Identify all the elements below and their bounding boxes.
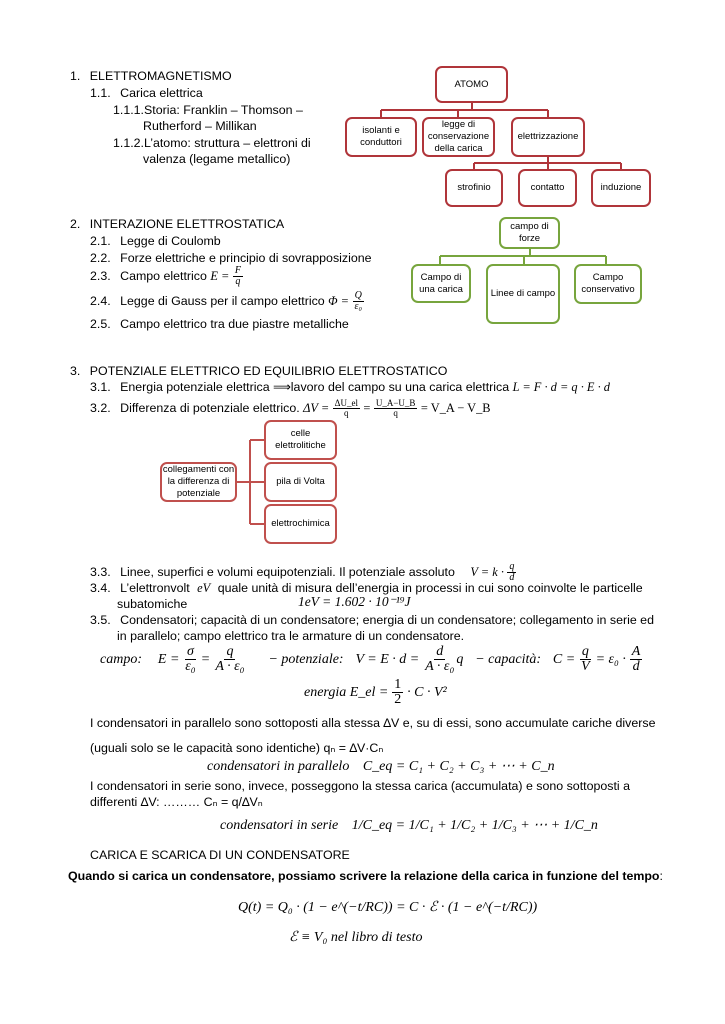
outline-3-3 xyxy=(90,562,516,583)
potential-root-node: collegamenti con la differenza di potenziale xyxy=(160,462,237,502)
denominator: ε₀ xyxy=(185,659,196,674)
outline-2-2 xyxy=(90,251,372,266)
section-heading-charge: CARICA E SCARICA DI UN CONDENSATORE xyxy=(90,848,350,862)
denominator: q xyxy=(393,408,398,418)
outline-title: Linee, superfici e volumi equipotenziali. Il potenziale assoluto xyxy=(120,564,455,579)
numerator: q xyxy=(509,561,515,572)
outline-2 xyxy=(70,217,284,232)
paragraph-bold-intro xyxy=(68,869,663,884)
outline-2-4 xyxy=(90,291,364,312)
potential-node-pila: pila di Volta xyxy=(264,462,337,502)
formula-fraction xyxy=(333,399,360,418)
denominator: 2 xyxy=(394,692,402,707)
formula-fraction xyxy=(233,266,243,287)
outline-title: Campo elettrico xyxy=(120,268,207,283)
formula-gauss: Φ = xyxy=(328,293,350,308)
numerator: q xyxy=(226,644,234,659)
denominator: d xyxy=(632,659,640,674)
numerator: U_A−U_B xyxy=(375,398,416,408)
outline-title: Storia: Franklin – Thomson – xyxy=(144,103,303,117)
outline-title: Carica elettrica xyxy=(120,86,203,100)
outline-title: L’atomo: struttura – elettroni di xyxy=(144,136,311,150)
atom-node-isolanti: isolanti e conduttori xyxy=(345,117,417,157)
formula-fraction xyxy=(392,678,403,707)
paragraph-series: I condensatori in serie sono, invece, posseggono la stessa carica (accumulata) e sono sottoposti a xyxy=(90,779,630,793)
denominator: q xyxy=(235,276,241,287)
formula-fraction xyxy=(353,291,364,312)
paragraph-parallel-cont: (uguali solo se le capacità sono identiche) qₙ = ∆V·Cₙ xyxy=(90,741,384,755)
outline-num: 2.1. xyxy=(90,234,111,248)
formula-fraction xyxy=(423,645,456,674)
denominator: ε₀ xyxy=(354,301,362,312)
formula-text: · C · V² xyxy=(407,685,447,701)
formula-dv: ΔV = xyxy=(303,400,330,415)
formula-fraction xyxy=(630,645,643,674)
colon: : xyxy=(659,869,663,883)
label-potenziale: − potenziale: xyxy=(268,652,344,668)
outline-title: Differenza di potenziale elettrico. xyxy=(120,400,300,415)
outline-title: Legge di Coulomb xyxy=(120,234,221,248)
formula-text: = ε₀ · xyxy=(595,652,626,668)
label-capacita: − capacità: xyxy=(475,652,542,668)
outline-num: 3.1. xyxy=(90,380,111,394)
paragraph-series-cont: differenti ∆V: ……… Cₙ = q/∆Vₙ xyxy=(90,795,263,809)
formula-text: 1/C_eq = 1/C₁ + 1/C₂ + 1/C₃ + ⋯ + 1/C_n xyxy=(351,818,598,833)
formula-fraction xyxy=(374,399,418,418)
formula-dv-tail: = V_A − V_B xyxy=(420,400,491,415)
outline-3-1 xyxy=(90,380,610,395)
atom-node-legge: legge di conservazione della carica xyxy=(422,117,495,157)
outline-num: 1.1.2. xyxy=(113,136,145,150)
formula-text: V = E · d = xyxy=(355,652,420,668)
formula-text: C_eq = C₁ + C₂ + C₃ + ⋯ + C_n xyxy=(362,759,555,774)
denominator: A · ε₀ xyxy=(425,659,455,674)
field-node-campo-carica: Campo di una carica xyxy=(411,264,471,303)
numerator: σ xyxy=(187,644,194,659)
formula-energy-row xyxy=(304,678,447,707)
paragraph-parallel: I condensatori in parallelo sono sottoposti alla stessa ∆V e, su di essi, sono accumulate cariche diverse xyxy=(90,716,656,730)
outline-num: 2.3. xyxy=(90,268,111,283)
field-node-linee: Linee di campo xyxy=(486,264,560,324)
formula-text: q xyxy=(456,652,464,668)
outline-num: 3.2. xyxy=(90,400,111,415)
formula-ev: eV xyxy=(197,581,211,595)
outline-num: 2.4. xyxy=(90,293,111,308)
atom-node-contatto: contatto xyxy=(518,169,577,207)
numerator: F xyxy=(234,265,241,276)
outline-title: ELETTROMAGNETISMO xyxy=(89,69,232,83)
denominator: d xyxy=(509,572,515,583)
outline-2-3 xyxy=(90,266,243,287)
formula-charge: Q(t) = Q₀ · (1 − e^(−t/RC)) = C · ℰ · (1 − e^(−t/RC)) xyxy=(238,900,538,915)
outline-2-5 xyxy=(90,317,349,332)
potential-node-celle: celle elettrolitiche xyxy=(264,420,337,460)
outline-num: 1.1. xyxy=(90,86,111,100)
outline-num: 2. xyxy=(70,217,81,231)
label-campo: campo: xyxy=(100,652,142,668)
outline-num: 3.4. xyxy=(90,581,111,595)
bold-text: Quando si carica un condensatore, possiamo scrivere la relazione della carica in funzione del tempo xyxy=(68,869,660,883)
outline-num: 3. xyxy=(70,364,81,378)
atom-root-node: ATOMO xyxy=(435,66,508,103)
outline-title: Energia potenziale elettrica ⟹lavoro del campo su una carica elettrica xyxy=(120,380,510,394)
formula-text: C = xyxy=(552,652,576,668)
formula-fraction xyxy=(183,645,197,674)
denominator: q xyxy=(344,408,349,418)
outline-3 xyxy=(70,364,447,379)
outline-num: 1. xyxy=(70,69,81,83)
field-node-conservativo: Campo conservativo xyxy=(574,264,642,304)
outline-title: Forze elettriche e principio di sovrapposizione xyxy=(120,251,372,265)
formula-series xyxy=(220,818,598,835)
formula-fraction xyxy=(213,645,246,674)
numerator: Q xyxy=(354,290,362,301)
equals-sign: = xyxy=(363,400,371,415)
formula-title: condensatori in parallelo xyxy=(207,759,350,774)
outline-num: 2.5. xyxy=(90,317,111,331)
numerator: A xyxy=(631,644,641,659)
formula-title: condensatori in serie xyxy=(220,818,339,833)
outline-num: 3.3. xyxy=(90,564,111,579)
formula-capacitor-row xyxy=(100,645,642,674)
outline-num: 1.1.1. xyxy=(113,103,145,117)
numerator: d xyxy=(436,644,444,659)
formula-parallel xyxy=(207,759,555,776)
formula-emf: ℰ ≡ V₀ nel libro di testo xyxy=(289,930,423,945)
outline-3-5-cont: in parallelo; campo elettrico tra le armature di un condensatore. xyxy=(117,629,465,643)
outline-title: POTENZIALE ELETTRICO ED EQUILIBRIO ELETTROSTATICO xyxy=(89,364,448,378)
outline-1-1-1-cont: Rutherford – Millikan xyxy=(143,119,257,133)
outline-3-2 xyxy=(90,399,491,418)
numerator: q xyxy=(581,644,589,659)
outline-title: L’elettronvolt xyxy=(120,581,190,595)
outline-2-1 xyxy=(90,234,221,249)
formula-ev-value: 1eV = 1.602 · 10⁻¹⁹J xyxy=(298,594,411,609)
outline-title: INTERAZIONE ELETTROSTATICA xyxy=(89,217,285,231)
atom-node-strofinio: strofinio xyxy=(445,169,503,207)
denominator: A · ε₀ xyxy=(215,659,245,674)
outline-title: Campo elettrico tra due piastre metalliche xyxy=(120,317,349,331)
formula-fraction xyxy=(579,645,592,674)
outline-3-5 xyxy=(90,613,654,628)
outline-3-4-cont: subatomiche xyxy=(117,597,188,611)
denominator: V xyxy=(581,659,590,674)
formula-text: E = xyxy=(157,652,180,668)
numerator: 1 xyxy=(394,677,402,692)
outline-title: Condensatori; capacità di un condensatore; energia di un condensatore; collegamento in serie ed xyxy=(120,613,654,627)
atom-node-elettrizzazione: elettrizzazione xyxy=(511,117,585,157)
formula-text: energia E_el = xyxy=(304,685,389,701)
formula-abs-potential: V = k · xyxy=(470,564,504,579)
equals-sign: = xyxy=(201,652,210,668)
outline-title: quale unità di misura dell’energia in processi in cui sono coinvolte le particelle xyxy=(217,581,643,595)
atom-node-induzione: induzione xyxy=(591,169,651,207)
outline-title: Legge di Gauss per il campo elettrico xyxy=(120,293,325,308)
field-root-node: campo di forze xyxy=(499,217,560,249)
formula-electric-field: E = xyxy=(210,268,230,283)
outline-num: 3.5. xyxy=(90,613,111,627)
outline-1-1-2-cont: valenza (legame metallico) xyxy=(143,152,291,166)
outline-num: 2.2. xyxy=(90,251,111,265)
formula-fraction xyxy=(507,562,516,583)
potential-node-elettrochimica: elettrochimica xyxy=(264,504,337,544)
formula-work: L = F · d = q · E · d xyxy=(512,380,610,394)
numerator: ΔU_el xyxy=(334,398,358,408)
